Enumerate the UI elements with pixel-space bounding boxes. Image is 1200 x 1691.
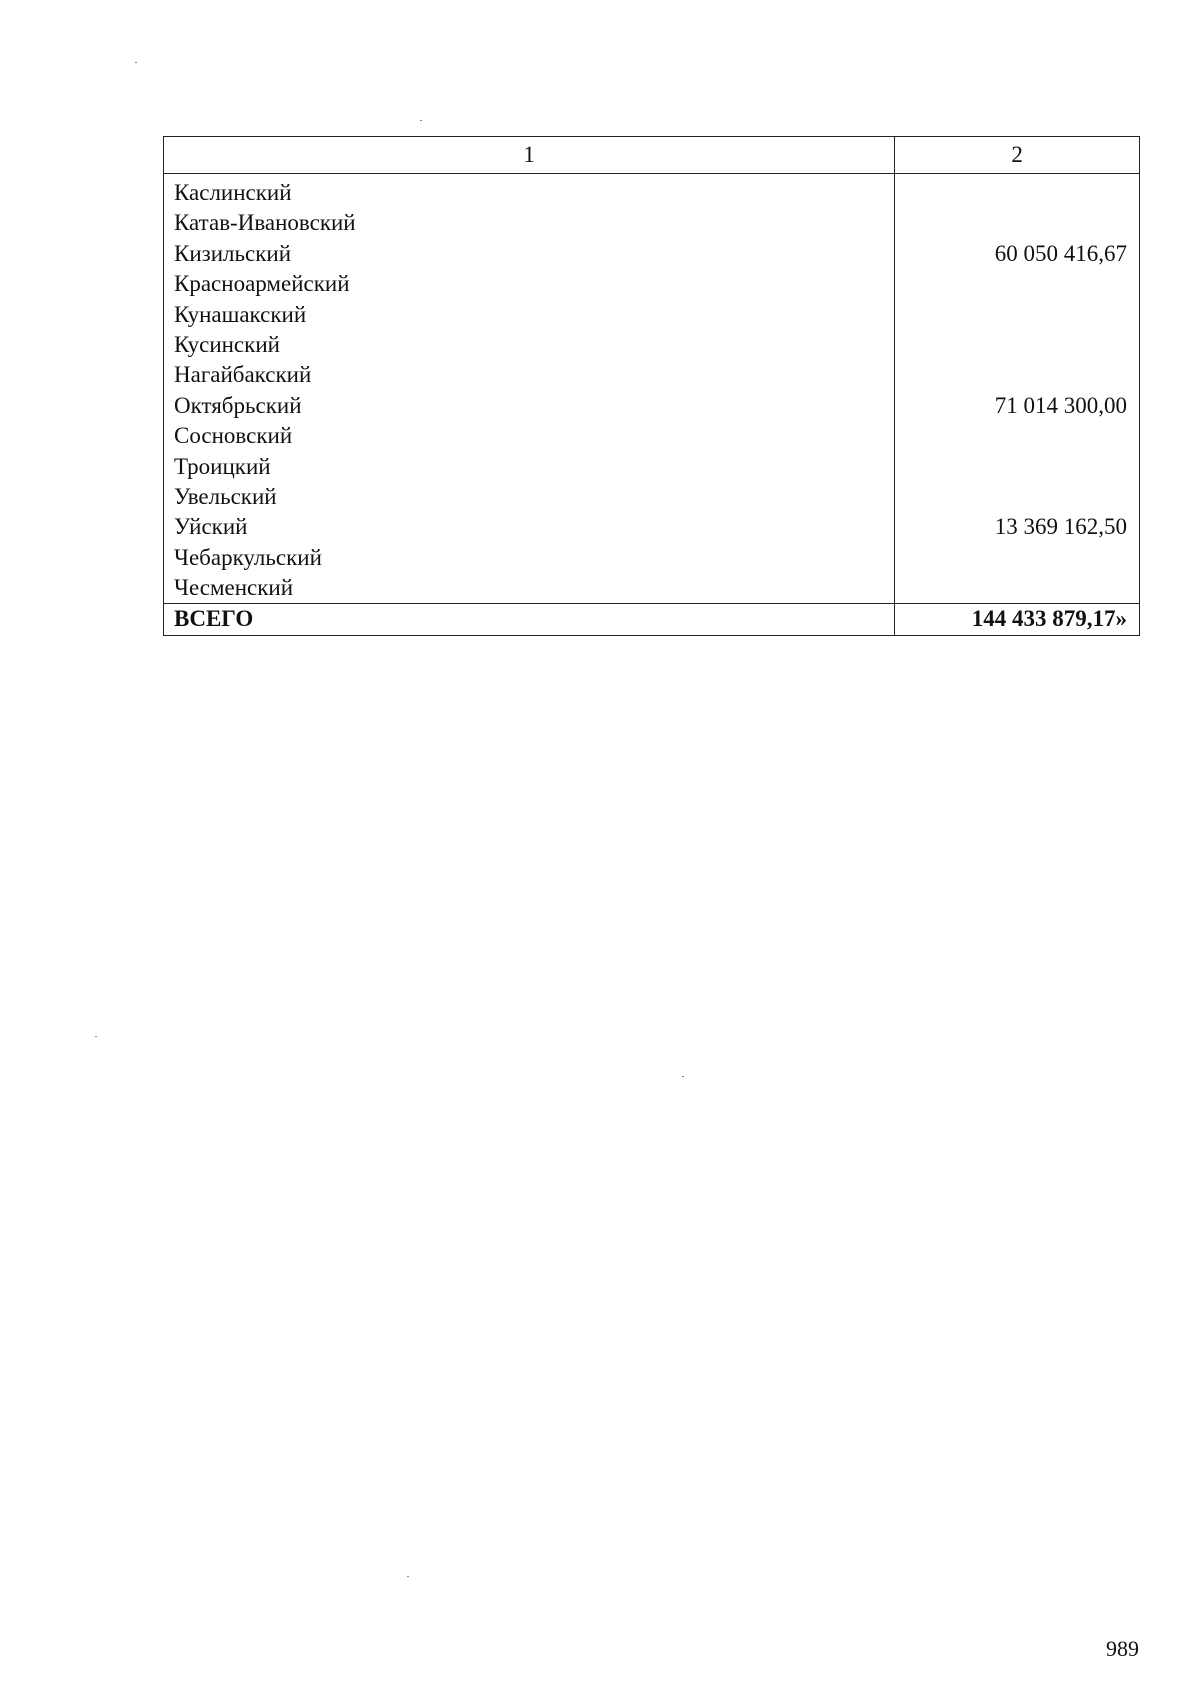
page-number: 989 <box>1106 1636 1139 1661</box>
district-names-cell <box>164 174 895 604</box>
district-value: 71 014 300,00 <box>994 392 1127 418</box>
district-name: Кусинский <box>174 331 280 357</box>
district-name: Увельский <box>174 483 277 509</box>
district-name: Уйский <box>174 514 248 540</box>
district-value <box>895 452 1127 482</box>
district-name: Катав-Ивановский <box>174 210 356 236</box>
district-value <box>895 360 1127 390</box>
column-header-2: 2 <box>895 137 1140 174</box>
district-name: Нагайбакский <box>174 362 312 388</box>
district-name: Каслинский <box>174 180 292 205</box>
scan-speck <box>95 1036 97 1037</box>
scan-speck <box>420 120 422 121</box>
total-row <box>164 604 1140 636</box>
district-name: Чебаркульский <box>174 544 322 570</box>
district-name: Троицкий <box>174 453 271 479</box>
table-header-row <box>164 137 1140 174</box>
district-name: Кизильский <box>174 240 292 266</box>
district-name: Чесменский <box>174 575 294 601</box>
scan-speck <box>135 62 137 63</box>
district-value <box>895 300 1127 330</box>
total-value: 144 433 879,17» <box>895 604 1140 636</box>
table-body-row <box>164 174 1140 604</box>
district-value <box>895 208 1127 238</box>
scan-speck <box>407 1576 409 1577</box>
district-name: Кунашакский <box>174 301 307 327</box>
districts-table <box>163 136 1140 636</box>
district-value <box>895 421 1127 451</box>
district-name: Октябрьский <box>174 392 302 418</box>
district-name: Красноармейский <box>174 271 350 297</box>
district-value <box>895 543 1127 573</box>
district-values-cell <box>895 174 1140 604</box>
district-value <box>895 269 1127 299</box>
total-label: ВСЕГО <box>164 604 895 636</box>
district-value: 13 369 162,50 <box>994 514 1127 540</box>
district-value <box>895 573 1127 603</box>
district-value <box>895 330 1127 360</box>
district-value: 60 050 416,67 <box>994 240 1127 266</box>
district-name: Сосновский <box>174 423 293 449</box>
district-value <box>895 178 1127 208</box>
column-header-1: 1 <box>164 137 895 174</box>
scan-speck <box>682 1076 684 1077</box>
district-value <box>895 482 1127 512</box>
